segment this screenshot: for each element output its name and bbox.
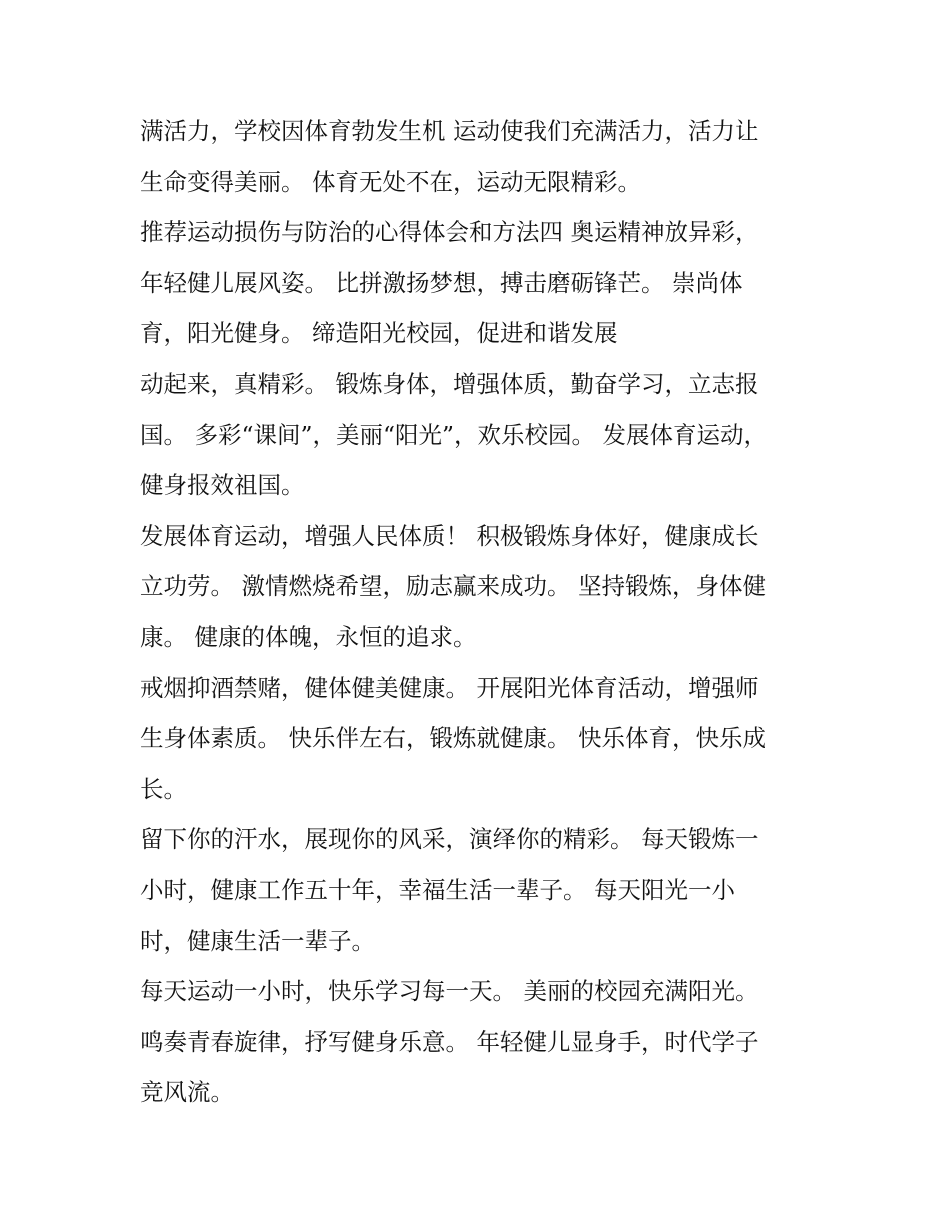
text-line: 育，阳光健身。 缔造阳光校园，促进和谐发展 bbox=[140, 319, 618, 348]
text-line: 健身报效祖国。 bbox=[140, 471, 305, 500]
text-line: 推荐运动损伤与防治的心得体会和方法四 奥运精神放异彩， bbox=[140, 218, 759, 247]
text-line: 立功劳。 激情燃烧希望，励志赢来成功。 坚持锻炼，身体健 bbox=[140, 572, 766, 601]
text-line: 生身体素质。 快乐伴左右，锻炼就健康。 快乐体育，快乐成 bbox=[140, 724, 766, 753]
text-line: 小时，健康工作五十年，幸福生活一辈子。 每天阳光一小 bbox=[140, 875, 735, 904]
text-line: 发展体育运动，增强人民体质！ 积极锻炼身体好，健康成长 bbox=[140, 521, 759, 550]
text-line: 留下你的汗水，展现你的风采，演绎你的精彩。 每天锻炼一 bbox=[140, 825, 759, 854]
text-line: 生命变得美丽。 体育无处不在，运动无限精彩。 bbox=[140, 167, 641, 196]
text-line: 鸣奏青春旋律，抒写健身乐意。 年轻健儿显身手，时代学子 bbox=[140, 1027, 759, 1056]
text-line: 时，健康生活一辈子。 bbox=[140, 926, 375, 955]
text-line: 年轻健儿展风姿。 比拼激扬梦想，搏击磨砺锋芒。 崇尚体 bbox=[140, 268, 743, 297]
document-body bbox=[140, 106, 820, 1118]
text-line: 戒烟抑酒禁赌，健体健美健康。 开展阳光体育活动，增强师 bbox=[140, 673, 759, 702]
text-line: 康。 健康的体魄，永恒的追求。 bbox=[140, 622, 477, 651]
text-line: 竞风流。 bbox=[140, 1078, 234, 1107]
text-line: 国。 多彩“课间”，美丽“阳光”，欢乐校园。 发展体育运动， bbox=[140, 420, 767, 449]
text-line: 动起来，真精彩。 锻炼身体，增强体质，勤奋学习，立志报 bbox=[140, 369, 759, 398]
text-line: 长。 bbox=[140, 774, 187, 803]
text-line: 满活力，学校因体育勃发生机 运动使我们充满活力，活力让 bbox=[140, 117, 759, 145]
text-line: 每天运动一小时，快乐学习每一天。 美丽的校园充满阳光。 bbox=[140, 977, 759, 1006]
